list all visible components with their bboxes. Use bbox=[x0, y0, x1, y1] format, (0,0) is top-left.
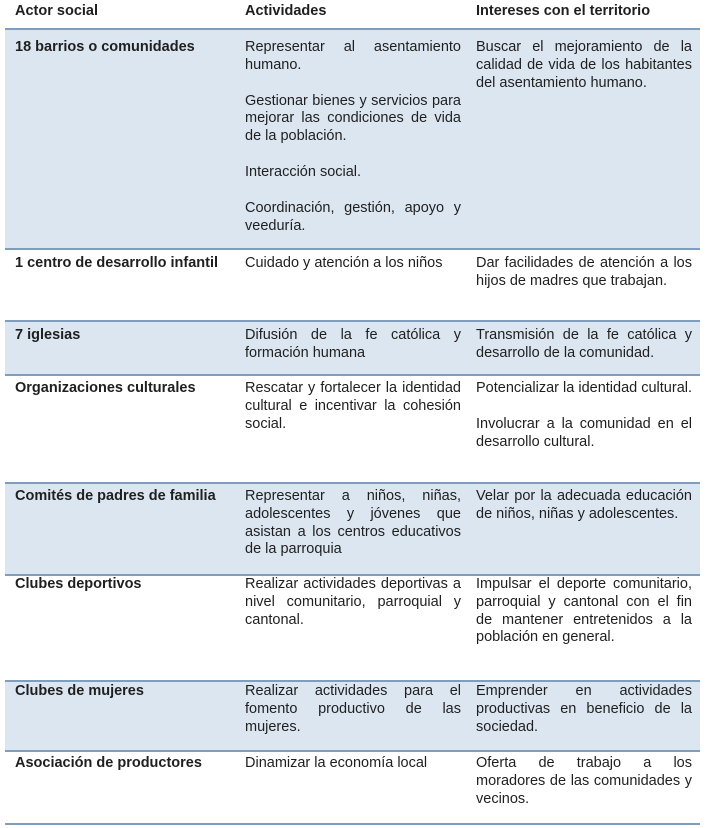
intereses-cell bbox=[476, 755, 692, 808]
table-row bbox=[5, 30, 700, 248]
header-actor-social: Actor social bbox=[15, 3, 98, 19]
actividades-cell bbox=[245, 755, 461, 773]
intereses-cell bbox=[476, 39, 692, 92]
actor-cell: Clubes deportivos bbox=[15, 576, 142, 592]
actor-cell: Clubes de mujeres bbox=[15, 683, 144, 699]
table-row bbox=[5, 322, 700, 374]
actividad-text: Interacción social. bbox=[245, 163, 362, 180]
interes-text: Involucrar a la comunidad en el desarrollo cultural. bbox=[476, 415, 692, 450]
actividad-text: Difusión de la fe católica y formación humana bbox=[245, 327, 461, 361]
bottom-rule bbox=[5, 823, 700, 825]
actividad-text: Dinamizar la economía local bbox=[245, 755, 428, 771]
actor-cell: Comités de padres de familia bbox=[15, 488, 216, 504]
actividad-text: Representar al asentamiento humano. bbox=[245, 39, 461, 73]
actividades-cell bbox=[245, 327, 461, 363]
actividad-text: Cuidado y atención a los niños bbox=[245, 255, 443, 271]
actividad-text: Gestionar bienes y servicios para mejorar las condiciones de vida de la población. bbox=[245, 92, 461, 145]
table-row bbox=[5, 576, 700, 680]
actividades-cell bbox=[245, 488, 461, 559]
actor-cell: Organizaciones culturales bbox=[15, 380, 196, 396]
intereses-cell bbox=[476, 488, 692, 524]
intereses-cell bbox=[476, 380, 692, 451]
table-row bbox=[5, 376, 700, 482]
table-row bbox=[5, 752, 700, 822]
header-actividades: Actividades bbox=[245, 3, 327, 19]
actividad-text: Realizar actividades para el fomento productivo de las mujeres. bbox=[245, 683, 461, 735]
actor-cell: 18 barrios o comunidades bbox=[15, 39, 195, 55]
actividades-cell bbox=[245, 683, 461, 736]
interes-text: Impulsar el deporte comunitario, parroquial y cantonal con el fin de mantener entretenidos a la población en general. bbox=[476, 576, 692, 646]
intereses-cell bbox=[476, 327, 692, 363]
actividad-text: Representar a niños, niñas, adolescentes y jóvenes que asistan a los centros educativos de la parroquia bbox=[245, 488, 461, 558]
table-row bbox=[5, 484, 700, 574]
intereses-cell bbox=[476, 683, 692, 736]
interes-text: Buscar el mejoramiento de la calidad de vida de los habitantes del asentamiento humano. bbox=[476, 39, 692, 91]
actividades-cell bbox=[245, 380, 461, 433]
interes-text: Oferta de trabajo a los moradores de las comunidades y vecinos. bbox=[476, 755, 692, 807]
table-row bbox=[5, 250, 700, 320]
actividades-cell bbox=[245, 255, 461, 273]
actor-cell: 7 iglesias bbox=[15, 327, 81, 343]
actividad-text: Coordinación, gestión, apoyo y veeduría. bbox=[245, 199, 461, 234]
actividad-text: Realizar actividades deportivas a nivel comunitario, parroquial y cantonal. bbox=[245, 576, 461, 628]
actividad-text: Rescatar y fortalecer la identidad cultural e incentivar la cohesión social. bbox=[245, 380, 461, 432]
table-row bbox=[5, 682, 700, 750]
header-intereses: Intereses con el territorio bbox=[476, 3, 651, 19]
interes-text: Dar facilidades de atención a los hijos de madres que trabajan. bbox=[476, 255, 692, 289]
intereses-cell bbox=[476, 576, 692, 647]
interes-text: Velar por la adecuada educación de niños, niñas y adolescentes. bbox=[476, 488, 692, 522]
table-header bbox=[5, 0, 700, 28]
intereses-cell bbox=[476, 255, 692, 291]
actor-cell: Asociación de productores bbox=[15, 755, 202, 771]
interes-text: Potencializar la identidad cultural. bbox=[476, 380, 693, 396]
actividades-cell bbox=[245, 576, 461, 629]
interes-text: Emprender en actividades productivas en beneficio de la sociedad. bbox=[476, 683, 692, 735]
actividades-cell bbox=[245, 39, 461, 235]
interes-text: Transmisión de la fe católica y desarrollo de la comunidad. bbox=[476, 327, 692, 361]
actor-cell: 1 centro de desarrollo infantil bbox=[15, 255, 219, 271]
